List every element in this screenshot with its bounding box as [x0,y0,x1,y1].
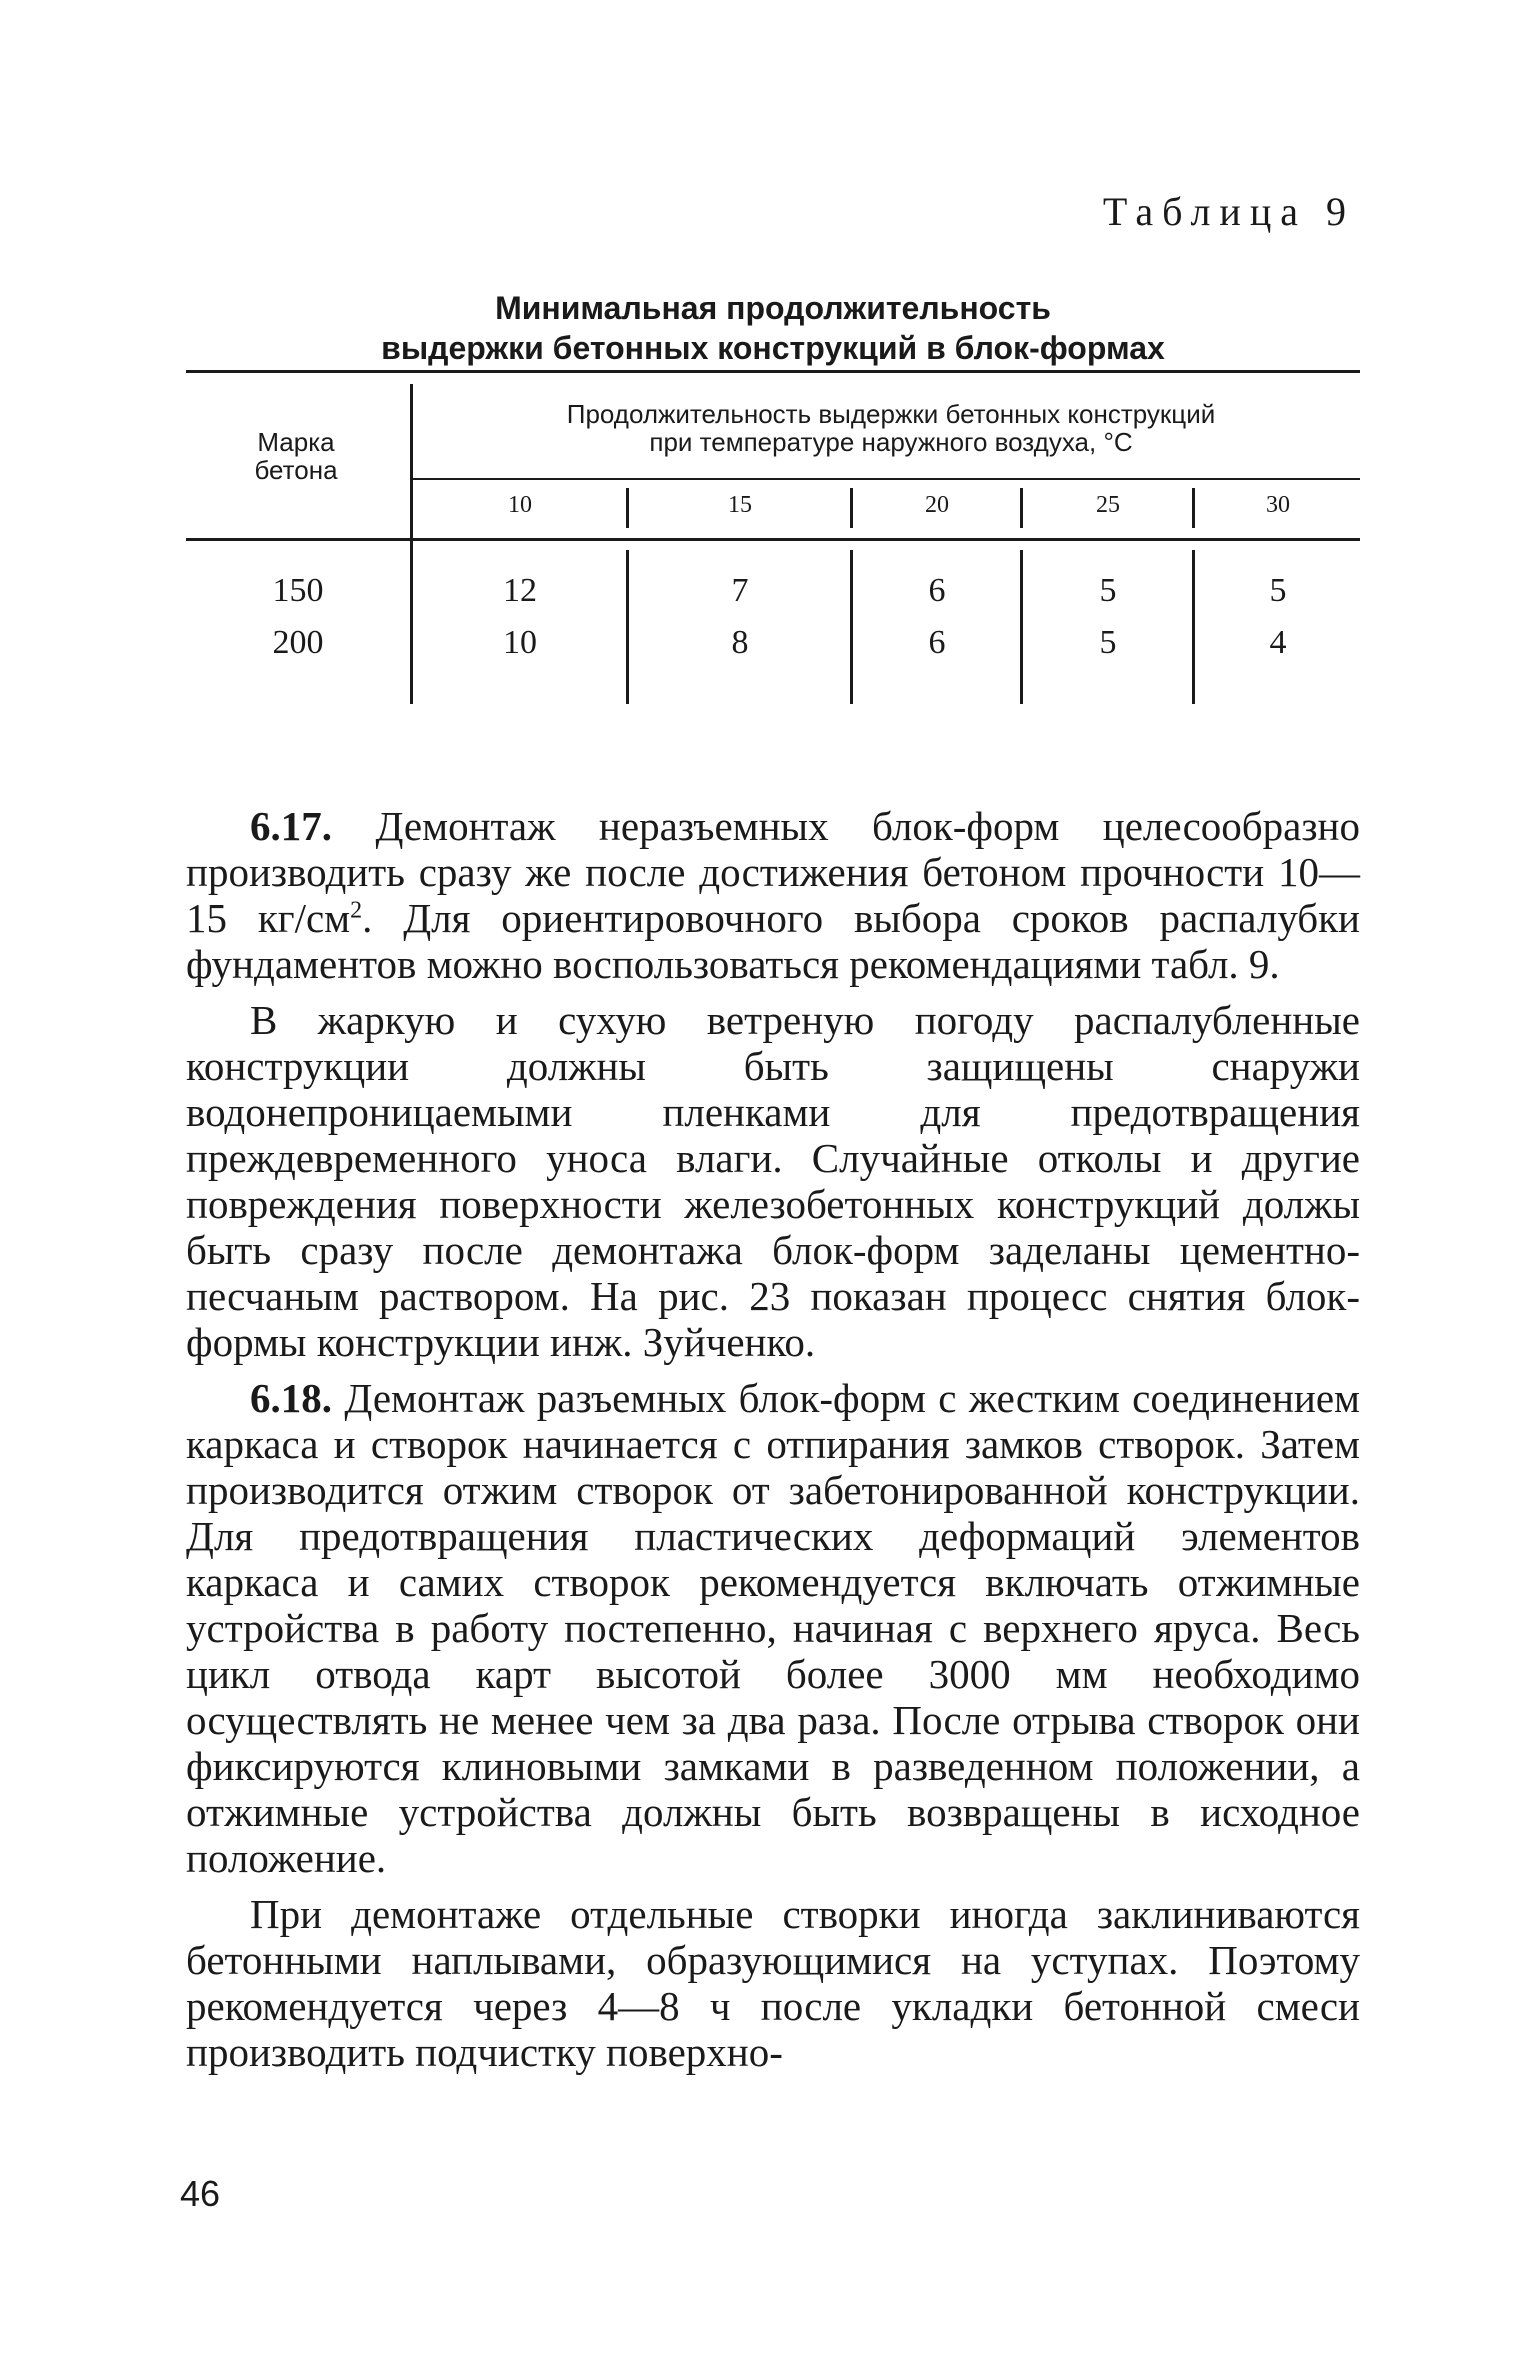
temperature-header: 20 [925,492,949,518]
paragraph-6-18 [186,1375,1360,1881]
paragraph-text: Демонтаж неразъемных блок-форм целесообразно производить сразу же после достижения бетоном прочности 10—15 кг/см [186,803,1360,941]
paragraph-text: . Для ориентировочного выбора сроков распалубки фундаментов можно воспользоваться рекомендациями табл. 9. [186,895,1360,987]
table-column-divider [1020,488,1023,528]
table-number-label: Таблица 9 [1102,189,1355,234]
table-top-rule [186,370,1360,373]
table-column-divider [1192,488,1195,528]
table-caption-line: Минимальная продолжительность [495,290,1051,326]
duration-table [186,370,1360,710]
table-cell: 6 [928,624,946,661]
table-cell: 4 [1269,624,1287,661]
header-duration [426,400,1356,456]
paragraph-number: 6.18. [250,1375,332,1421]
header-duration-line: при температуре наружного воздуха, °С [649,427,1133,457]
table-cell: 7 [731,572,749,609]
table-column-divider [1020,550,1023,704]
paragraph-removal: При демонтаже отдельные створки иногда заклиниваются бетонными наплывами, образующимися на уступах. Поэтому рекомендуется через 4—8 ч после укладки бетонной смеси производить подчистку поверхно- [186,1891,1360,2075]
table-column-divider [850,488,853,528]
table-subheader-rule [412,478,1360,480]
table-column-divider [1192,550,1195,704]
header-grade: Марка бетона [254,427,338,485]
table-cell-grade: 150 [272,572,324,609]
header-duration-line: Продолжительность выдержки бетонных конструкций [566,399,1216,429]
paragraph-weather: В жаркую и сухую ветреную погоду распалубленные конструкции должны быть защищены снаружи водонепроницаемыми пленками для предотвращения преждевременного уноса влаги. Случайные отколы и другие повреждения поверхности железобетонных конструкций должы быть сразу после демонтажа блок-форм заделаны цементно-песчаным раствором. На рис. 23 показан процесс снятия блок-формы конструкции инж. Зуйченко. [186,997,1360,1365]
table-cell: 5 [1099,572,1117,609]
table-cell: 12 [503,572,537,609]
table-cell: 8 [731,624,749,661]
temperature-header: 25 [1096,492,1120,518]
table-cell: 10 [503,624,537,661]
paragraph-6-17 [186,803,1360,987]
table-column-divider [410,384,413,704]
table-header-bottom-rule [186,538,1360,541]
paragraph-number: 6.17. [250,803,332,849]
table-column-divider [626,488,629,528]
table-column-divider [850,550,853,704]
table-caption [186,288,1360,368]
temperature-header: 10 [508,492,532,518]
temperature-header: 15 [728,492,752,518]
paragraph-text: Демонтаж разъемных блок-форм с жестким соединением каркаса и створок начинается с отпирания замков створок. Затем производится отжим створок от забетонированной конструкции. Для предотвращения пластических деформаций элементов каркаса и самих створок рекомендуется включать отжимные устройства в работу постепенно, начиная с верхнего яруса. Весь цикл отвода карт высотой более 3000 мм необходимо осуществлять не менее чем за два раза. После отрыва створок они фиксируются клиновыми замками в разведенном положении, а отжимные устройства должны быть возвращены в исходное положение. [186,1375,1360,1881]
table-cell: 5 [1099,624,1117,661]
table-column-divider [626,550,629,704]
table-cell: 6 [928,572,946,609]
table-cell-grade: 200 [272,624,324,661]
table-caption-line: выдержки бетонных конструкций в блок-формах [381,330,1165,366]
table-cell: 5 [1269,572,1287,609]
body-text [186,803,1360,2085]
page-number: 46 [180,2173,221,2214]
superscript: 2 [350,897,363,924]
temperature-header: 30 [1266,492,1290,518]
